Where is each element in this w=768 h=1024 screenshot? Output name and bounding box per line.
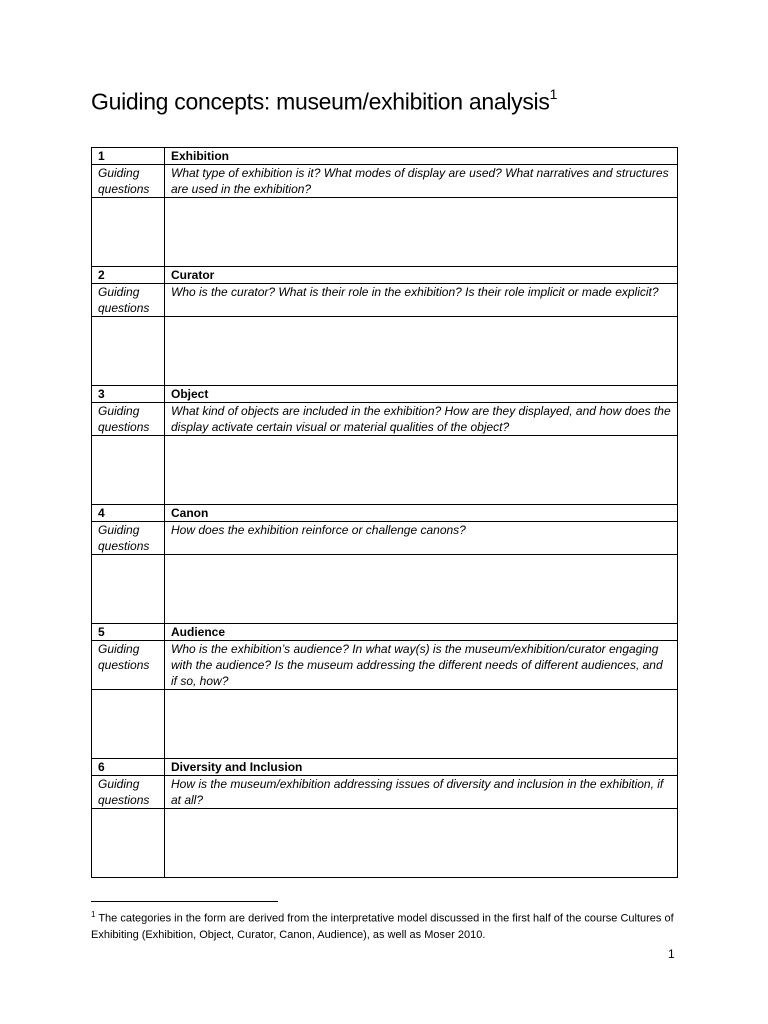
guiding-questions-text: What type of exhibition is it? What modes of display are used? What narratives and structures are used in the exhibition?	[165, 165, 678, 198]
section-heading: Diversity and Inclusion	[165, 759, 678, 776]
answer-cell[interactable]	[165, 690, 678, 759]
section-heading: Canon	[165, 505, 678, 522]
answer-row	[92, 436, 678, 505]
guiding-questions-label: Guiding questions	[92, 641, 165, 690]
guiding-questions-text: What kind of objects are included in the exhibition? How are they displayed, and how does the display activate certain visual or material qualities of the object?	[165, 403, 678, 436]
guiding-questions-label: Guiding questions	[92, 284, 165, 317]
section-number: 2	[92, 267, 165, 284]
answer-cell-left	[92, 317, 165, 386]
guiding-questions-row	[92, 284, 678, 317]
section-heading: Curator	[165, 267, 678, 284]
guiding-questions-row	[92, 776, 678, 809]
guiding-questions-label: Guiding questions	[92, 522, 165, 555]
section-header-row	[92, 505, 678, 522]
guiding-questions-text: Who is the curator? What is their role in the exhibition? Is their role implicit or made explicit?	[165, 284, 678, 317]
answer-cell-left	[92, 690, 165, 759]
section-header-row	[92, 386, 678, 403]
section-number: 1	[92, 148, 165, 165]
answer-row	[92, 317, 678, 386]
analysis-table	[91, 147, 678, 878]
footnote-text: The categories in the form are derived from the interpretative model discussed in the first half of the course Cultures of Exhibiting (Exhibition, Object, Curator, Canon, Audience), as well as Moser 2010.	[91, 912, 674, 941]
answer-cell-left	[92, 436, 165, 505]
footnote-marker: 1	[91, 910, 96, 919]
section-number: 3	[92, 386, 165, 403]
title-footnote-marker: 1	[549, 86, 558, 102]
answer-row	[92, 198, 678, 267]
answer-row	[92, 690, 678, 759]
answer-cell[interactable]	[165, 809, 678, 878]
footnote	[91, 907, 681, 943]
guiding-questions-row	[92, 403, 678, 436]
page-title-text: Guiding concepts: museum/exhibition analysis	[91, 88, 550, 115]
section-number: 5	[92, 624, 165, 641]
guiding-questions-label: Guiding questions	[92, 776, 165, 809]
answer-cell[interactable]	[165, 317, 678, 386]
section-heading: Object	[165, 386, 678, 403]
section-header-row	[92, 148, 678, 165]
section-header-row	[92, 624, 678, 641]
page-number: 1	[668, 947, 675, 961]
answer-row	[92, 809, 678, 878]
section-header-row	[92, 267, 678, 284]
guiding-questions-text: How does the exhibition reinforce or challenge canons?	[165, 522, 678, 555]
page-title	[91, 88, 557, 116]
guiding-questions-label: Guiding questions	[92, 403, 165, 436]
answer-cell[interactable]	[165, 198, 678, 267]
section-header-row	[92, 759, 678, 776]
guiding-questions-text: Who is the exhibition’s audience? In what way(s) is the museum/exhibition/curator engaging with the audience? Is the museum addressing the different needs of different audiences, and if so, how?	[165, 641, 678, 690]
guiding-questions-row	[92, 522, 678, 555]
footnote-divider	[91, 901, 278, 902]
answer-row	[92, 555, 678, 624]
guiding-questions-row	[92, 641, 678, 690]
guiding-questions-label: Guiding questions	[92, 165, 165, 198]
answer-cell-left	[92, 555, 165, 624]
section-heading: Audience	[165, 624, 678, 641]
answer-cell-left	[92, 198, 165, 267]
answer-cell-left	[92, 809, 165, 878]
guiding-questions-row	[92, 165, 678, 198]
answer-cell[interactable]	[165, 436, 678, 505]
section-number: 4	[92, 505, 165, 522]
guiding-questions-text: How is the museum/exhibition addressing issues of diversity and inclusion in the exhibition, if at all?	[165, 776, 678, 809]
section-number: 6	[92, 759, 165, 776]
answer-cell[interactable]	[165, 555, 678, 624]
section-heading: Exhibition	[165, 148, 678, 165]
